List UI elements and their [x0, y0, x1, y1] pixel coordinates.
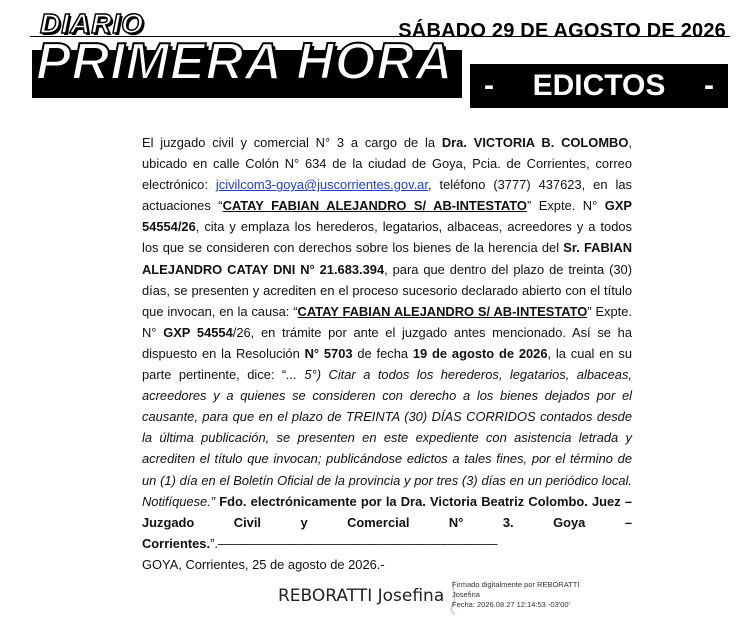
text-segment: El juzgado civil y comercial N° 3 a cargo de la [142, 135, 442, 150]
text-segment: , para que dentro del plazo de treinta (30) días, se presenten y acrediten en el proceso sucesorio declarado abierto con el título que invocan, en la causa: “ [142, 261, 632, 319]
judge-name: Dra. VICTORIA B. COLOMBO [441, 135, 629, 150]
closing-line: GOYA, Corrientes, 25 de agosto de 2026.- [142, 556, 385, 572]
resolution-date: 19 de agosto de 2026 [412, 345, 548, 361]
signer-name: REBORATTI Josefina [278, 586, 445, 606]
section-dash-right: - [704, 69, 714, 102]
text-segment: , teléfono (3777) 437623, en las actuaciones “ [142, 177, 632, 214]
deceased-name: Sr. FABIAN ALEJANDRO CATAY DNI N° 21.683.394 [142, 240, 632, 277]
signature-info-line: Josefina [452, 590, 480, 599]
signature-info-line: Fecha: 2026.08.27 12:14:53 -03'00' [452, 600, 570, 609]
text-segment: ” Expte. N° [142, 303, 633, 340]
signature-note: Fdo. electrónicamente por la Dra. Victoria Beatriz Colombo. Juez – Juzgado Civil y Comercial N° 3. Goya – Corrientes. [142, 493, 632, 551]
section-banner [470, 64, 728, 108]
edicto-body [142, 132, 632, 575]
section-title: EDICTOS [532, 69, 666, 102]
text-segment: de fecha [352, 345, 413, 361]
signature-info [452, 580, 622, 610]
text-segment: ” Expte. N° [526, 198, 605, 214]
case-number: GXP 54554 [163, 324, 233, 340]
text-segment: , ubicado en calle Colón N° 634 de la ciudad de Goya, Pcia. de Corrientes, correo electrónico: [142, 135, 632, 193]
case-title: CATAY FABIAN ALEJANDRO S/ AB-INTESTATO [222, 198, 527, 214]
signature-info-line: Firmado digitalmente por REBORATTI [452, 580, 580, 589]
section-dash-left: - [484, 69, 494, 102]
text-segment: , la cual en su parte pertinente, dice: “ [142, 345, 632, 383]
masthead-diario: DIARIO [40, 8, 144, 39]
masthead [30, 6, 730, 104]
email-link[interactable]: jcivilcom3-goya@juscorrientes.gov.ar [215, 177, 428, 193]
digital-signature [278, 578, 618, 622]
resolution-number: N° 5703 [304, 345, 353, 361]
text-segment: , cita y emplaza los herederos, legatarios, albaceas, acreedores y a todos los que se consideren con derechos sobre los bienes de la herencia del [142, 219, 632, 256]
case-number: GXP 54554/26 [142, 198, 633, 235]
masthead-date: SÁBADO 29 DE AGOSTO DE 2026 [398, 20, 726, 42]
masthead-primera-hora: PRIMERA HORA [36, 33, 454, 91]
text-segment: /26, en trámite por ante el juzgado antes mencionado. Así se ha dispuesto en la Resolución [142, 324, 632, 361]
dash-line: ”.––––––––––––––––––––––––––––––––––––––– [210, 535, 498, 551]
case-title: CATAY FABIAN ALEJANDRO S/ AB-INTESTATO [297, 303, 588, 319]
resolution-quote: ... 5°) Citar a todos los herederos, legatarios, albaceas, acreedores y a quienes se consideren con derecho a los bienes dejados por el causante, para que en el plazo de TREINTA (30) DÍAS CORRIDOS contados desde la última publicación, se presenten en este expediente con asistencia letrada y acrediten el título que invocan; publicándose edictos a tales fines, por el término de un (1) día en el Boletín Oficial de la provincia y por tres (3) días en un periódico local. Notifíquese.” [142, 367, 632, 509]
